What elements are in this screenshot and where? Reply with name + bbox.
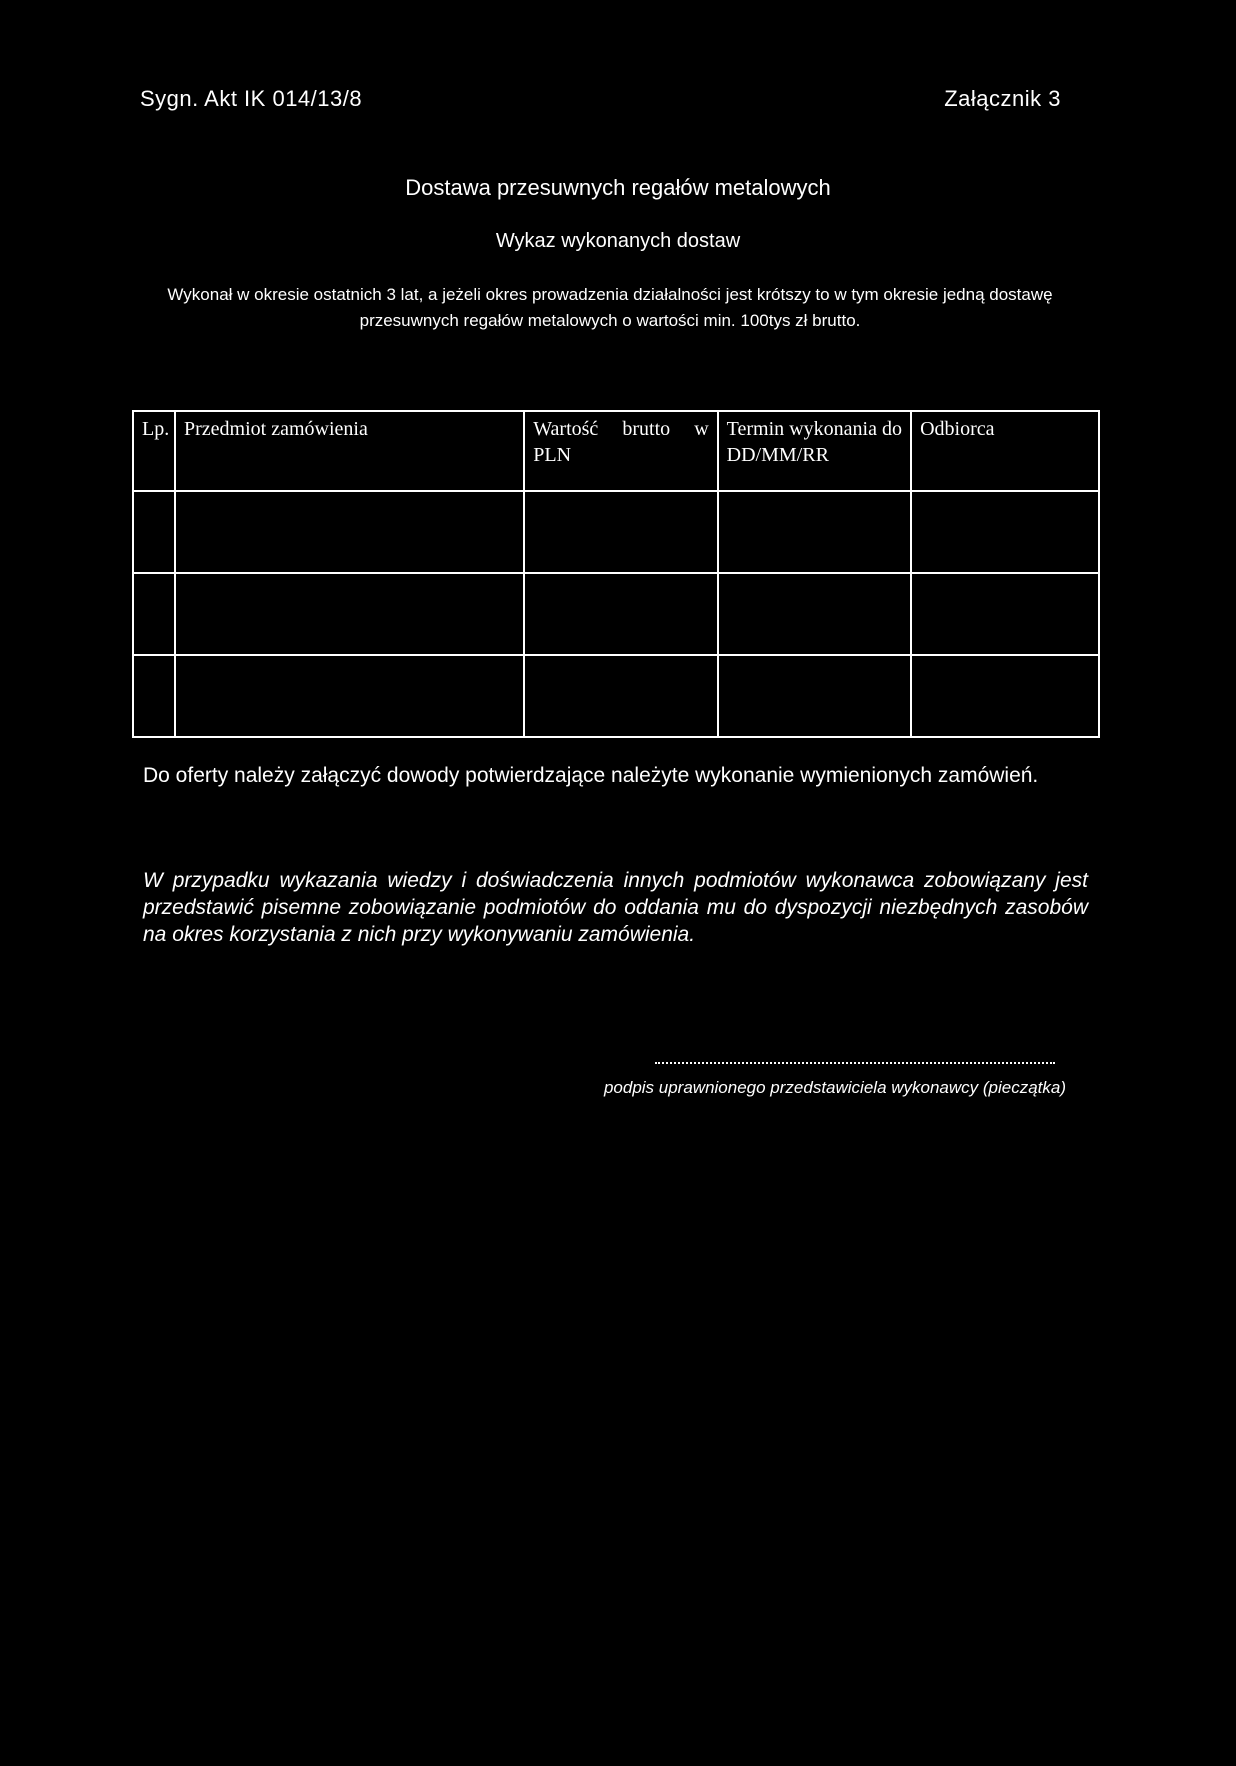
cell-subject[interactable]: [175, 573, 524, 655]
cell-date[interactable]: [718, 573, 911, 655]
header-recipient: Odbiorca: [911, 411, 1099, 491]
case-reference: Sygn. Akt IK 014/13/8: [140, 86, 363, 111]
cell-lp[interactable]: [133, 573, 175, 655]
cell-date[interactable]: [718, 655, 911, 737]
table-header-row: [133, 411, 1099, 491]
signature-line: [655, 1062, 1055, 1064]
cell-lp[interactable]: [133, 655, 175, 737]
cell-value[interactable]: [524, 491, 717, 573]
cell-recipient[interactable]: [911, 573, 1099, 655]
header-lp: Lp.: [133, 411, 175, 491]
cell-value[interactable]: [524, 655, 717, 737]
table-row: [133, 491, 1099, 573]
cell-subject[interactable]: [175, 491, 524, 573]
cell-recipient[interactable]: [911, 491, 1099, 573]
cell-value[interactable]: [524, 573, 717, 655]
header-date: Termin wykonania do DD/MM/RR: [718, 411, 911, 491]
cell-recipient[interactable]: [911, 655, 1099, 737]
table-row: [133, 655, 1099, 737]
header-subject: Przedmiot zamówienia: [175, 411, 524, 491]
cell-date[interactable]: [718, 491, 911, 573]
document-subtitle: Wykaz wykonanych dostaw: [495, 230, 741, 252]
table-row: [133, 573, 1099, 655]
third-party-resources-note: W przypadku wykazania wiedzy i doświadczenia innych podmiotów wykonawca zobowiązany jest przedstawić pisemne zobowiązanie podmiotów do oddania mu do dyspozycji niezbędnych zasobów na okres korzystania z nich przy wykonywaniu zamówienia.: [143, 869, 1088, 946]
attachment-note: Do oferty należy załączyć dowody potwierdzające należyte wykonanie wymienionych zamówień.: [143, 764, 1039, 787]
deliveries-table: [132, 410, 1100, 738]
requirement-text: Wykonał w okresie ostatnich 3 lat, a jeżeli okres prowadzenia działalności jest krótszy to w tym okresie jedną dostawę przesuwnych regałów metalowych o wartości min. 100tys zł brutto.: [167, 285, 1053, 330]
signature-label: podpis uprawnionego przedstawiciela wykonawcy (pieczątka): [603, 1078, 1067, 1097]
header-value: Wartość brutto w PLN: [524, 411, 717, 491]
cell-subject[interactable]: [175, 655, 524, 737]
document-title: Dostawa przesuwnych regałów metalowych: [405, 175, 831, 200]
attachment-label: Załącznik 3: [944, 86, 1061, 111]
cell-lp[interactable]: [133, 491, 175, 573]
